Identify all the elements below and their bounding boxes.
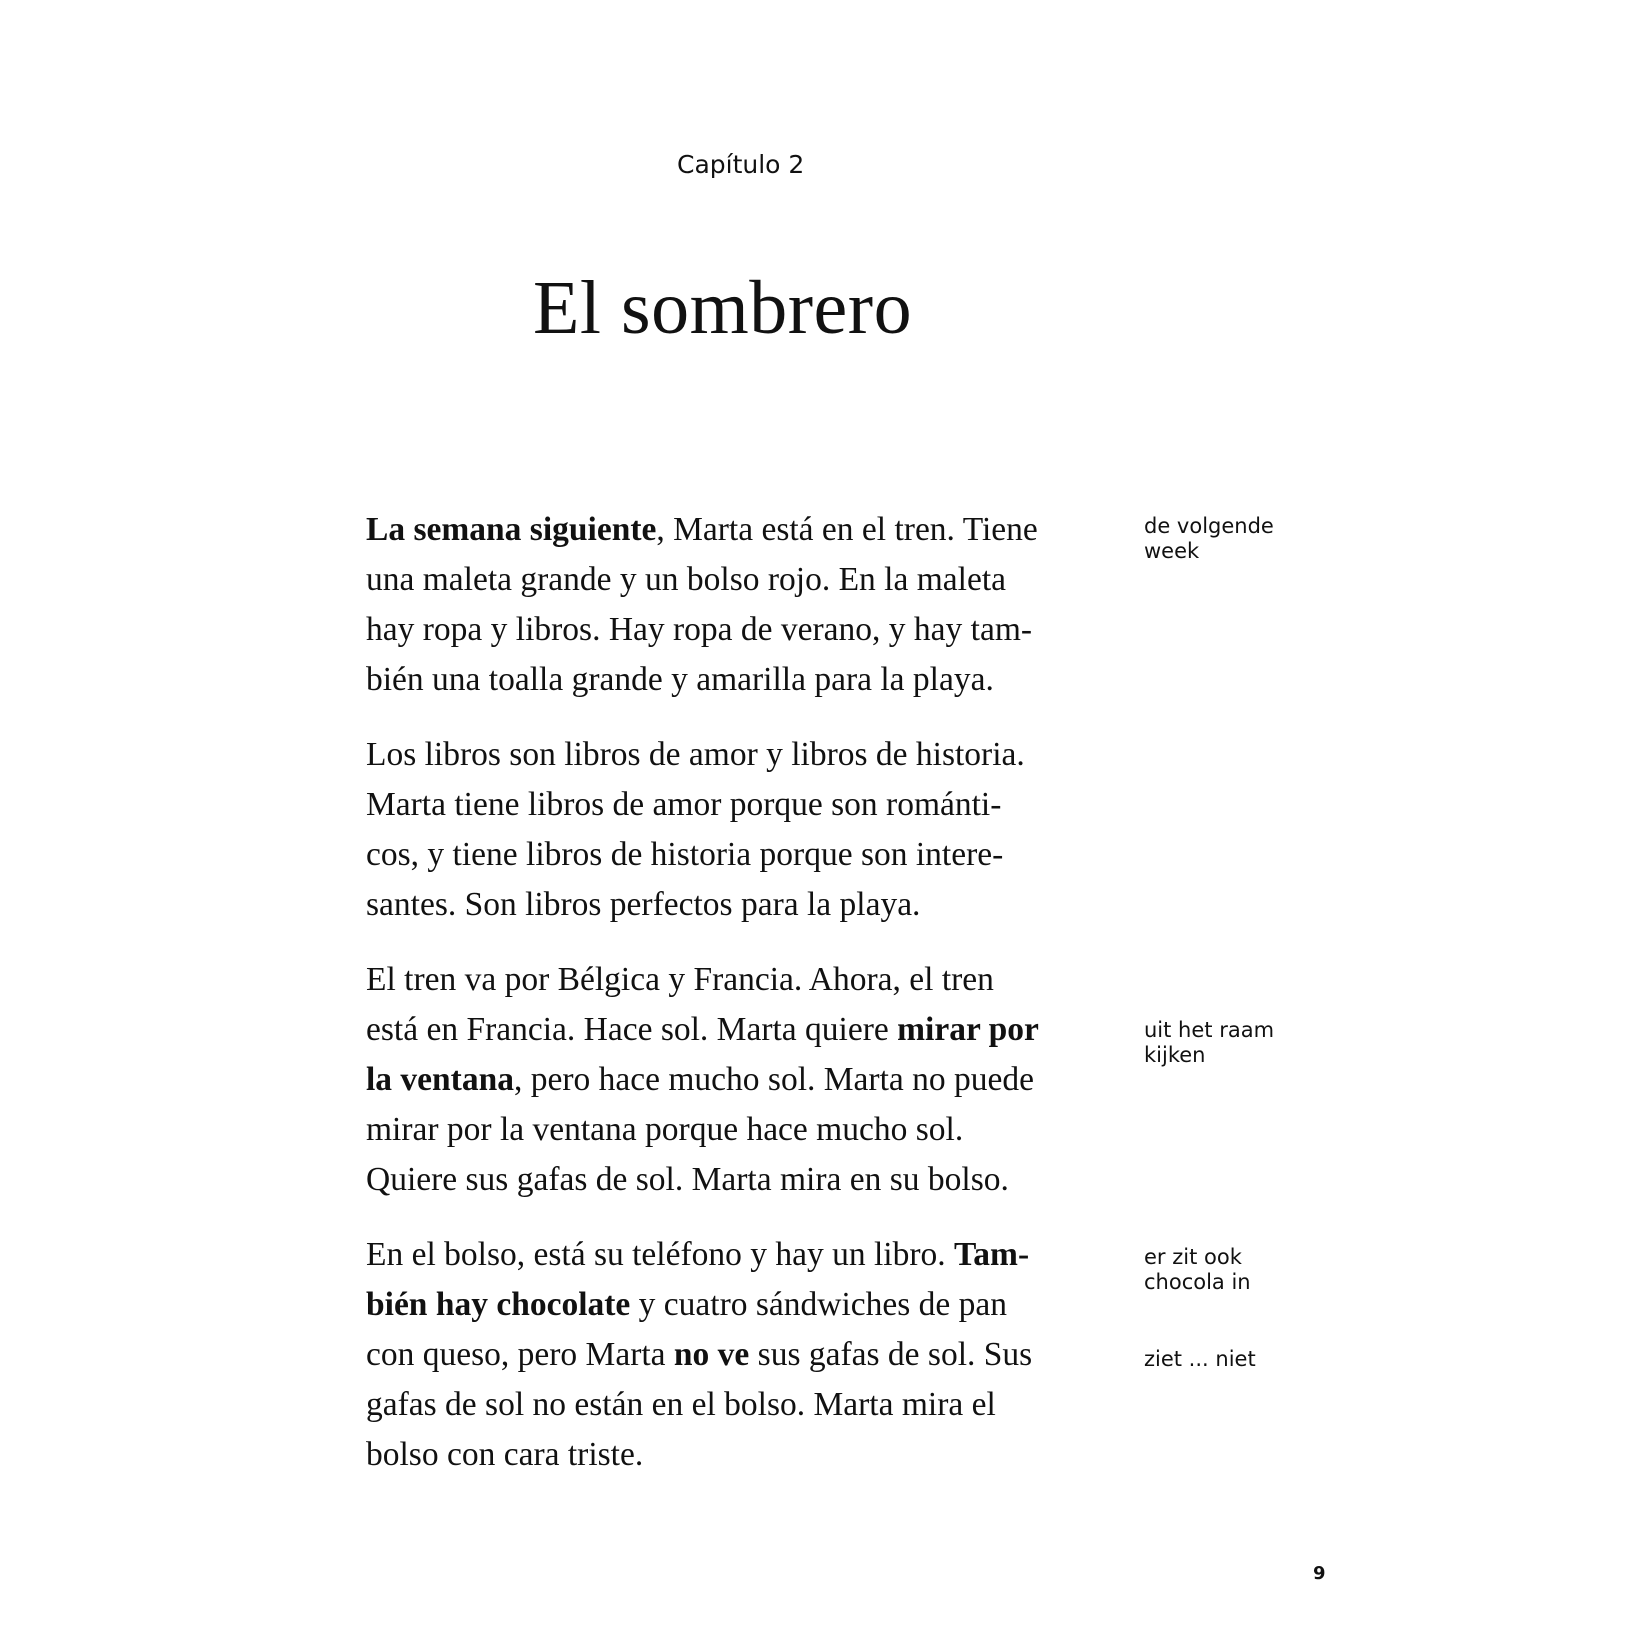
text-line — [366, 730, 1126, 780]
gloss-line: uit het raam — [1144, 1018, 1275, 1042]
gloss-note — [1144, 1347, 1256, 1372]
text-run: mirar por la ventana porque hace mucho sol. — [366, 1111, 964, 1148]
text-line — [366, 1380, 1126, 1430]
bold-phrase: no ve — [673, 1336, 750, 1373]
paragraph — [366, 505, 1126, 705]
text-line — [366, 1230, 1126, 1280]
text-run: sus gafas de sol. Sus — [749, 1336, 1033, 1373]
text-run: gafas de sol no están en el bolso. Marta mira el — [366, 1386, 996, 1423]
text-run: Quiere sus gafas de sol. Marta mira en su bolso. — [366, 1161, 1009, 1198]
text-run: bién una toalla grande y amarilla para la playa. — [366, 661, 994, 698]
text-run: cos, y tiene libros de historia porque son intere- — [366, 836, 1004, 873]
text-line — [366, 830, 1126, 880]
paragraph — [366, 1230, 1126, 1480]
text-run: El tren va por Bélgica y Francia. Ahora, el tren — [366, 961, 994, 998]
gloss-line: de volgende — [1144, 514, 1274, 538]
paragraph — [366, 955, 1126, 1205]
text-line — [366, 1280, 1126, 1330]
text-run: , pero hace mucho sol. Marta no puede — [513, 1061, 1034, 1098]
text-run: está en Francia. Hace sol. Marta quiere — [366, 1011, 898, 1048]
text-run: y cuatro sándwiches de pan — [630, 1286, 1008, 1323]
gloss-line: er zit ook — [1144, 1245, 1242, 1269]
text-line — [366, 1105, 1126, 1155]
bold-phrase: mirar por — [897, 1011, 1039, 1048]
text-run: santes. Son libros perfectos para la playa. — [366, 886, 921, 923]
text-line — [366, 1055, 1126, 1105]
text-line — [366, 655, 1126, 705]
gloss-line: kijken — [1144, 1043, 1206, 1067]
gloss-line: ziet ... niet — [1144, 1347, 1256, 1371]
text-line — [366, 1430, 1126, 1480]
bold-phrase: La semana siguiente — [366, 511, 657, 548]
gloss-note — [1144, 1245, 1251, 1295]
bold-phrase: bién hay chocolate — [366, 1286, 631, 1323]
gloss-line: week — [1144, 539, 1200, 563]
text-run: , Marta está en el tren. Tiene — [656, 511, 1038, 548]
text-line — [366, 880, 1126, 930]
text-run: Los libros son libros de amor y libros de historia. — [366, 736, 1025, 773]
text-run: bolso con cara triste. — [366, 1436, 644, 1473]
bold-phrase: la ventana — [366, 1061, 514, 1098]
text-line — [366, 555, 1126, 605]
chapter-title: El sombrero — [533, 266, 913, 350]
text-line — [366, 780, 1126, 830]
text-line — [366, 605, 1126, 655]
gloss-note — [1144, 1018, 1274, 1068]
text-run: Marta tiene libros de amor porque son románti- — [366, 786, 1002, 823]
gloss-line: chocola in — [1144, 1270, 1251, 1294]
body-text — [366, 505, 1126, 1505]
text-line — [366, 505, 1126, 555]
text-run: En el bolso, está su teléfono y hay un libro. — [366, 1236, 955, 1273]
bold-phrase: Tam- — [954, 1236, 1030, 1273]
gloss-note — [1144, 514, 1274, 564]
text-line — [366, 1155, 1126, 1205]
text-line — [366, 955, 1126, 1005]
text-run: una maleta grande y un bolso rojo. En la maleta — [366, 561, 1007, 598]
text-run: con queso, pero Marta — [366, 1336, 674, 1373]
chapter-label: Capítulo 2 — [677, 150, 805, 179]
paragraph — [366, 730, 1126, 930]
page-number: 9 — [1313, 1563, 1326, 1584]
text-run: hay ropa y libros. Hay ropa de verano, y hay tam- — [366, 611, 1033, 648]
text-line — [366, 1330, 1126, 1380]
text-line — [366, 1005, 1126, 1055]
